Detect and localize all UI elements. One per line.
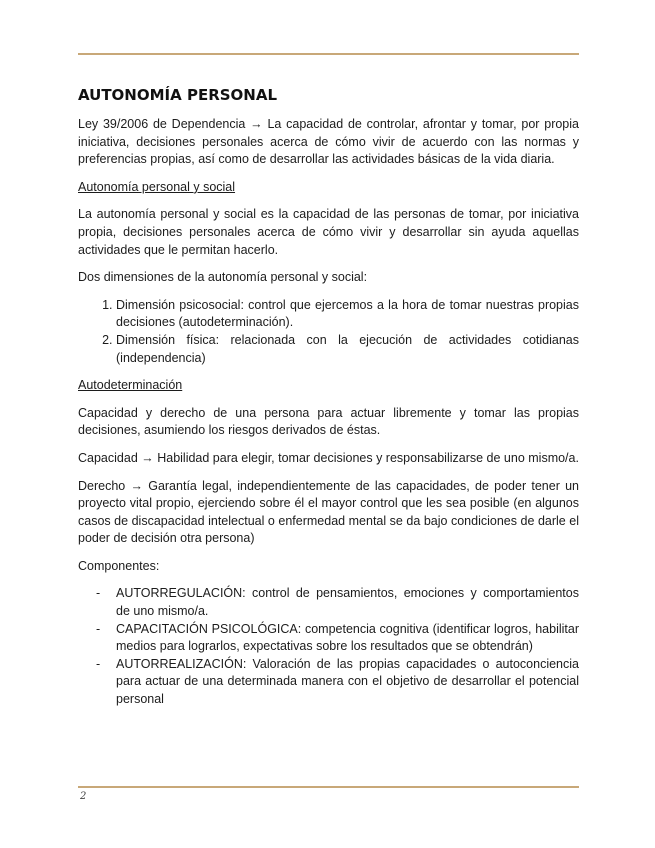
dimensions-intro: Dos dimensiones de la autonomía personal y social: [78, 270, 368, 285]
footer-rule [78, 786, 579, 788]
capacidad-paragraph: Capacidad → Habilidad para elegir, tomar decisiones y responsabilizarse de uno mismo/a. [78, 450, 579, 465]
section-heading-autonomia: Autonomía personal y social [78, 179, 236, 194]
list-item: 1. Dimensión psicosocial: control que ejercemos a la hora de tomar nuestras propias decisiones (autodeterminación). [116, 297, 579, 332]
components-list [78, 585, 579, 708]
dash-marker: - [96, 656, 101, 671]
intro-paragraph: Ley 39/2006 de Dependencia → La capacidad de controlar, afrontar y tomar, por propia iniciativa, decisiones personales acerca de cómo vivir de acuerdo con las normas y preferencias propias, así como de desarrollar las actividades básicas de la vida diaria. [78, 117, 579, 167]
header-rule [78, 53, 579, 55]
dimensions-list [78, 297, 579, 367]
page-number: 2 [80, 791, 87, 802]
section-heading-autodeterminacion: Autodeterminación [78, 378, 183, 393]
list-item: 2. Dimensión física: relacionada con la ejecución de actividades cotidianas (independencia) [116, 332, 579, 367]
component-text: AUTORREGULACIÓN: control de pensamientos, emociones y comportamientos de uno mismo/a. [116, 586, 579, 619]
autodeterminacion-definition: Capacidad y derecho de una persona para actuar libremente y tomar las propias decisiones, asumiendo los riesgos derivados de éstas. [78, 405, 579, 438]
page-title: AUTONOMÍA PERSONAL [78, 86, 278, 104]
dash-marker: - [96, 621, 101, 636]
list-item [78, 656, 579, 709]
autonomia-definition: La autonomía personal y social es la capacidad de las personas de tomar, por iniciativa propia, decisiones personales acerca de cómo vivir y desarrollar sin ayuda aquellas actividades que le permitan hacerlo. [78, 207, 579, 257]
dash-marker: - [96, 586, 101, 601]
components-label: Componentes: [78, 558, 160, 573]
page-content [78, 86, 579, 709]
derecho-paragraph: Derecho → Garantía legal, independientemente de las capacidades, de poder tener un proyecto vital propio, ejerciendo sobre él el mayor control que les sea posible (en algunos casos de discapacidad intelectual o enfermedad mental se da bajo condiciones de darle el poder de decisión otra persona) [78, 478, 579, 546]
list-item [78, 585, 579, 620]
component-text: CAPACITACIÓN PSICOLÓGICA: competencia cognitiva (identificar logros, habilitar medios para lograrlos, expectativas sobre los resultados que se obtendrán) [116, 621, 579, 654]
component-text: AUTORREALIZACIÓN: Valoración de las propias capacidades o autoconciencia para actuar de una determinada manera con el objetivo de desarrollar el potencial personal [116, 656, 579, 707]
list-item [78, 621, 579, 656]
